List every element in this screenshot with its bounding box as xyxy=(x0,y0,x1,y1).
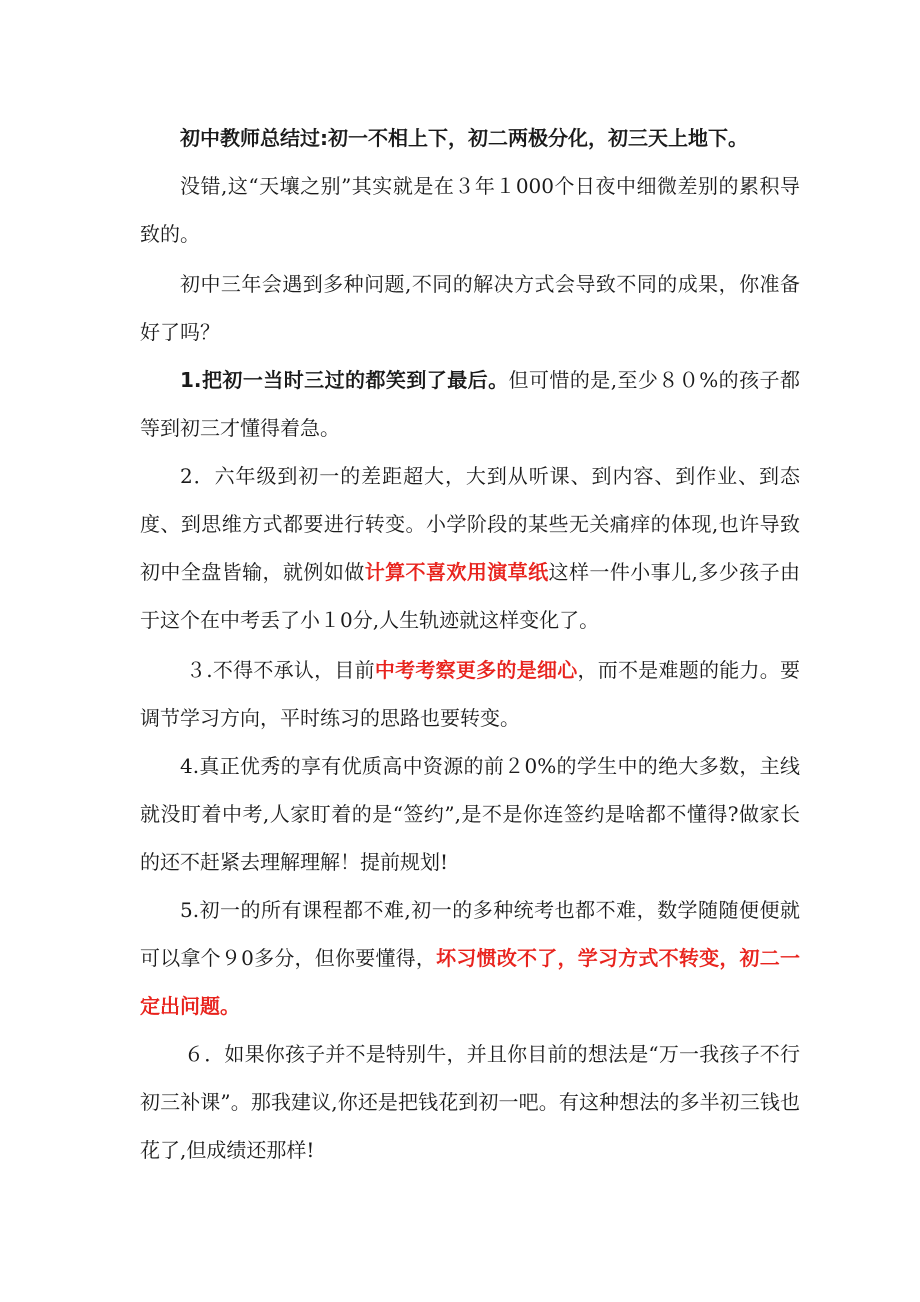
point-5-highlight: 坏习惯改不了，学习方式不转变，初二一定出问题。 xyxy=(140,946,801,1018)
intro-text-2: 初中三年会遇到多种问题,不同的解决方式会导致不同的成果，你准备好了吗？ xyxy=(140,272,800,344)
point-2-paragraph xyxy=(140,452,800,644)
point-1-text: 但可惜的是,至少８０%的孩子都等到初三才懂得着急。 xyxy=(140,368,800,440)
intro-paragraph-1 xyxy=(140,162,800,258)
point-1-bold: 1.把初一当时三过的都笑到了最后。 xyxy=(180,368,509,392)
intro-paragraph-2 xyxy=(140,260,800,356)
title-text: 初中教师总结过:初一不相上下，初二两极分化，初三天上地下。 xyxy=(180,126,748,150)
point-1-paragraph xyxy=(140,356,800,452)
point-5-text-pre: 5.初一的所有课程都不难,初一的多种统考也都不难，数学随随便便就可以拿个９0多分，但你要懂得， xyxy=(140,898,800,970)
point-4-text: 4.真正优秀的享有优质高中资源的前２0%的学生中的绝大多数，主线就没盯着中考,人家盯着的是“签约”,是不是你连签约是啥都不懂得?做家长的还不赶紧去理解理解！提前规划! xyxy=(140,754,800,874)
point-6-paragraph xyxy=(140,1030,800,1174)
point-3-highlight: 中考考察更多的是细心 xyxy=(374,658,578,682)
point-2-text-post: 这样一件小事儿,多少孩子由于这个在中考丢了小１0分,人生轨迹就这样变化了。 xyxy=(140,560,801,632)
point-3-text-post: ，而不是难题的能力。要调节学习方向，平时练习的思路也要转变。 xyxy=(140,658,800,730)
point-3-paragraph xyxy=(140,646,800,742)
point-2-text-pre: 2．六年级到初一的差距超大，大到从听课、到内容、到作业、到态度、到思维方式都要进行转变。小学阶段的某些无关痛痒的体现,也许导致初中全盘皆输，就例如做 xyxy=(140,464,800,584)
point-3-text-pre: ３.不得不承认，目前 xyxy=(186,658,375,682)
point-2-highlight: 计算不喜欢用演草纸 xyxy=(364,560,549,584)
title-paragraph xyxy=(140,114,840,162)
point-4-paragraph xyxy=(140,742,800,886)
point-6-text: ６．如果你孩子并不是特别牛，并且你目前的想法是“万一我孩子不行初三补课”。那我建议,你还是把钱花到初一吧。有这种想法的多半初三钱也花了,但成绩还那样! xyxy=(140,1042,800,1162)
point-5-paragraph xyxy=(140,886,800,1030)
intro-text-1: 没错,这“天壤之别”其实就是在３年１000个日夜中细微差别的累积导致的。 xyxy=(140,174,800,246)
